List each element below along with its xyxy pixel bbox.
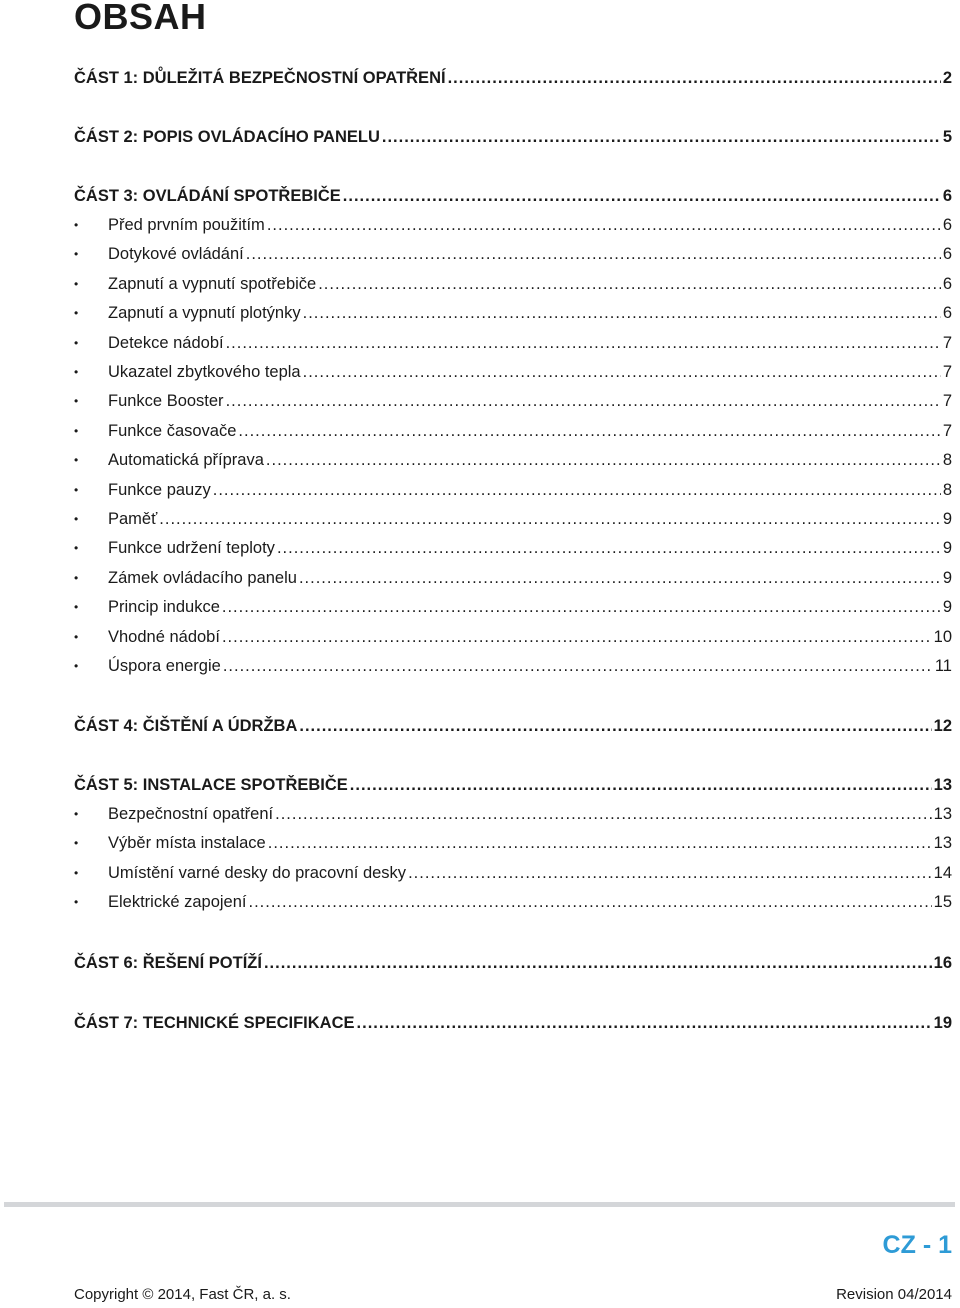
- toc-item-label: Funkce časovače: [108, 422, 237, 440]
- toc-item-page: 13: [933, 805, 952, 823]
- toc-leader-dots: [303, 302, 941, 324]
- toc-leader-dots: [408, 862, 932, 884]
- toc-leader-dots: [226, 390, 941, 412]
- toc-item-row[interactable]: [74, 386, 952, 412]
- bullet-icon: •: [74, 394, 79, 408]
- toc-section-page: 2: [942, 69, 952, 87]
- toc-section-page: 13: [933, 776, 952, 794]
- toc-item-page: 6: [942, 304, 952, 322]
- toc-item-row[interactable]: [74, 651, 952, 677]
- toc-section-label: ČÁST 6: ŘEŠENÍ POTÍŽÍ: [74, 954, 262, 972]
- toc-item-page: 9: [942, 539, 952, 557]
- toc-item-page: 7: [942, 363, 952, 381]
- toc-item-page: 8: [942, 481, 952, 499]
- toc-section-row[interactable]: [74, 181, 952, 207]
- toc-item-label: Funkce udržení teploty: [108, 539, 275, 557]
- toc-item-label: Automatická příprava: [108, 451, 264, 469]
- toc-item-label: Úspora energie: [108, 657, 221, 675]
- toc-item-page: 7: [942, 392, 952, 410]
- revision-label: Revision 04/2014: [836, 1286, 952, 1303]
- toc-item-page: 6: [942, 275, 952, 293]
- toc-section-label: ČÁST 2: POPIS OVLÁDACÍHO PANELU: [74, 128, 380, 146]
- toc-leader-dots: [246, 243, 941, 265]
- toc-item-page: 6: [942, 216, 952, 234]
- toc-item-row[interactable]: [74, 887, 952, 913]
- toc-item-row[interactable]: [74, 328, 952, 354]
- toc-leader-dots: [448, 67, 941, 89]
- bullet-icon: •: [74, 277, 79, 291]
- toc-section-row[interactable]: [74, 63, 952, 89]
- toc-leader-dots: [213, 479, 941, 501]
- bullet-icon: •: [74, 306, 79, 320]
- toc-section-page: 12: [933, 717, 952, 735]
- toc-leader-dots: [238, 420, 940, 442]
- toc-leader-dots: [267, 214, 941, 236]
- bullet-icon: •: [74, 807, 79, 821]
- toc-section-page: 5: [942, 128, 952, 146]
- toc-leader-dots: [343, 185, 941, 207]
- toc-item-row[interactable]: [74, 533, 952, 559]
- toc-section-label: ČÁST 4: ČIŠTĚNÍ A ÚDRŽBA: [74, 717, 298, 735]
- toc-leader-dots: [275, 803, 932, 825]
- toc-item-page: 8: [942, 451, 952, 469]
- toc-item-page: 7: [942, 422, 952, 440]
- bullet-icon: •: [74, 424, 79, 438]
- toc-section-page: 16: [933, 954, 952, 972]
- toc-item-label: Zapnutí a vypnutí spotřebiče: [108, 275, 317, 293]
- toc-leader-dots: [299, 567, 941, 589]
- toc-item-page: 13: [933, 834, 952, 852]
- toc-leader-dots: [303, 361, 941, 383]
- footer-divider: [4, 1202, 955, 1207]
- bullet-icon: •: [74, 218, 79, 232]
- toc-leader-dots: [249, 891, 932, 913]
- toc-section-row[interactable]: [74, 122, 952, 148]
- copyright-notice: Copyright © 2014, Fast ČR, a. s.: [74, 1286, 291, 1303]
- toc-item-row[interactable]: [74, 239, 952, 265]
- toc-item-page: 11: [934, 657, 952, 675]
- toc-item-row[interactable]: [74, 504, 952, 530]
- toc-leader-dots: [159, 508, 941, 530]
- toc-leader-dots: [318, 273, 941, 295]
- toc-item-label: Dotykové ovládání: [108, 245, 244, 263]
- toc-section-label: ČÁST 1: DŮLEŽITÁ BEZPEČNOSTNÍ OPATŘENÍ: [74, 69, 446, 87]
- toc-leader-dots: [382, 126, 941, 148]
- toc-item-page: 6: [942, 245, 952, 263]
- toc-section-label: ČÁST 7: TECHNICKÉ SPECIFIKACE: [74, 1014, 355, 1032]
- toc-leader-dots: [226, 332, 941, 354]
- toc-leader-dots: [357, 1012, 932, 1034]
- toc-item-page: 9: [942, 510, 952, 528]
- toc-item-row[interactable]: [74, 475, 952, 501]
- toc-item-label: Paměť: [108, 510, 158, 528]
- toc-item-row[interactable]: [74, 799, 952, 825]
- bullet-icon: •: [74, 630, 79, 644]
- toc-item-row[interactable]: [74, 858, 952, 884]
- toc-item-row[interactable]: [74, 269, 952, 295]
- toc-item-label: Zámek ovládacího panelu: [108, 569, 297, 587]
- toc-section-label: ČÁST 3: OVLÁDÁNÍ SPOTŘEBIČE: [74, 187, 341, 205]
- toc-leader-dots: [223, 655, 933, 677]
- toc-item-label: Umístění varné desky do pracovní desky: [108, 864, 407, 882]
- toc-item-page: 7: [942, 334, 952, 352]
- toc-section-label: ČÁST 5: INSTALACE SPOTŘEBIČE: [74, 776, 348, 794]
- toc-section-row[interactable]: [74, 770, 952, 796]
- toc-item-label: Elektrické zapojení: [108, 893, 247, 911]
- toc-item-page: 9: [942, 598, 952, 616]
- toc-item-row[interactable]: [74, 622, 952, 648]
- bullet-icon: •: [74, 365, 79, 379]
- bullet-icon: •: [74, 247, 79, 261]
- page-number: CZ - 1: [882, 1231, 952, 1259]
- toc-item-label: Vhodné nádobí: [108, 628, 220, 646]
- toc-item-row[interactable]: [74, 210, 952, 236]
- toc-item-row[interactable]: [74, 445, 952, 471]
- toc-item-row[interactable]: [74, 563, 952, 589]
- toc-item-page: 14: [933, 864, 952, 882]
- bullet-icon: •: [74, 453, 79, 467]
- toc-leader-dots: [277, 537, 941, 559]
- toc-item-label: Bezpečnostní opatření: [108, 805, 274, 823]
- toc-item-label: Funkce Booster: [108, 392, 224, 410]
- bullet-icon: •: [74, 483, 79, 497]
- toc-section-row[interactable]: [74, 948, 952, 974]
- bullet-icon: •: [74, 541, 79, 555]
- toc-section-row[interactable]: [74, 1008, 952, 1034]
- toc-leader-dots: [222, 596, 941, 618]
- toc-item-label: Princip indukce: [108, 598, 220, 616]
- toc-item-page: 9: [942, 569, 952, 587]
- toc-item-row[interactable]: [74, 828, 952, 854]
- toc-leader-dots: [222, 626, 932, 648]
- bullet-icon: •: [74, 866, 79, 880]
- toc-item-label: Funkce pauzy: [108, 481, 211, 499]
- toc-item-label: Výběr místa instalace: [108, 834, 266, 852]
- toc-item-row[interactable]: [74, 592, 952, 618]
- toc-section-page: 6: [942, 187, 952, 205]
- toc-leader-dots: [299, 715, 931, 737]
- bullet-icon: •: [74, 571, 79, 585]
- toc-item-row[interactable]: [74, 357, 952, 383]
- toc-leader-dots: [268, 832, 932, 854]
- bullet-icon: •: [74, 895, 79, 909]
- toc-item-label: Ukazatel zbytkového tepla: [108, 363, 301, 381]
- toc-section-page: 19: [933, 1014, 952, 1032]
- toc-item-page: 15: [933, 893, 952, 911]
- bullet-icon: •: [74, 659, 79, 673]
- page-title: OBSAH: [74, 0, 207, 37]
- bullet-icon: •: [74, 336, 79, 350]
- toc-leader-dots: [266, 449, 941, 471]
- toc-item-row[interactable]: [74, 298, 952, 324]
- bullet-icon: •: [74, 836, 79, 850]
- toc-item-label: Před prvním použitím: [108, 216, 265, 234]
- toc-leader-dots: [264, 952, 932, 974]
- toc-item-label: Zapnutí a vypnutí plotýnky: [108, 304, 301, 322]
- toc-item-label: Detekce nádobí: [108, 334, 224, 352]
- toc-section-row[interactable]: [74, 711, 952, 737]
- toc-item-row[interactable]: [74, 416, 952, 442]
- bullet-icon: •: [74, 512, 79, 526]
- toc-leader-dots: [350, 774, 932, 796]
- bullet-icon: •: [74, 600, 79, 614]
- toc-item-page: 10: [933, 628, 952, 646]
